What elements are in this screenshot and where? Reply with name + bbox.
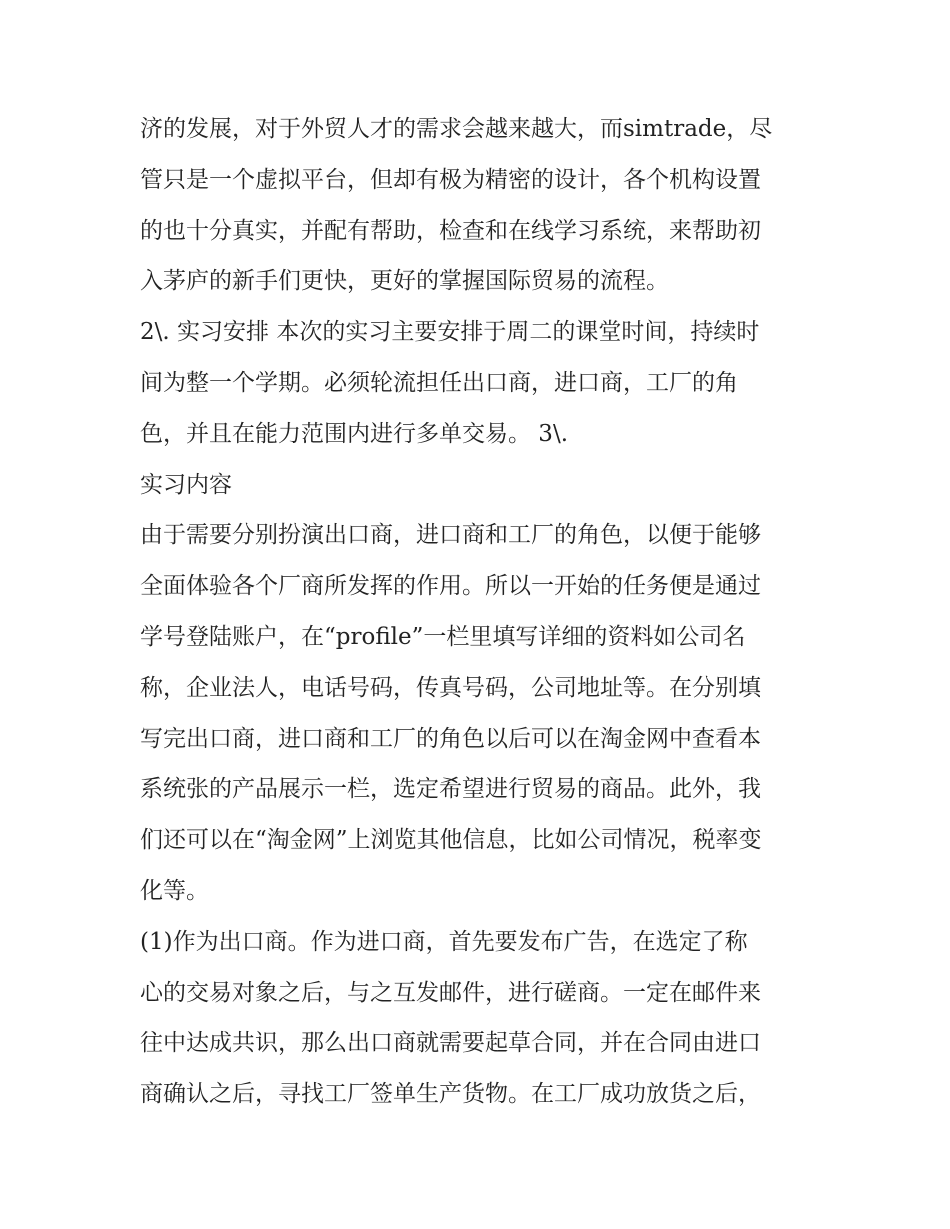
text-line: 2\. 实习安排 本次的实习主要安排于周二的课堂时间，持续时 — [140, 319, 760, 346]
text-line: 称，企业法人，电话号码，传真号码，公司地址等。在分别填 — [140, 674, 761, 701]
text-line: 化等。 — [140, 877, 209, 904]
section-heading: 实习内容 — [140, 471, 232, 498]
text-line: 心的交易对象之后，与之互发邮件，进行磋商。一定在邮件来 — [140, 979, 761, 1006]
text-line: 学号登陆账户，在“profile”一栏里填写详细的资料如公司名 — [140, 623, 746, 650]
text-line: 色，并且在能力范围内进行多单交易。 3\. — [140, 420, 569, 447]
text-line: 系统张的产品展示一栏，选定希望进行贸易的商品。此外，我 — [140, 776, 761, 803]
text-line: 济的发展，对于外贸人才的需求会越来越大，而simtrade，尽 — [140, 116, 773, 142]
text-line: 管只是一个虚拟平台，但却有极为精密的设计，各个机构设置 — [140, 166, 761, 193]
text-line: 商确认之后，寻找工厂签单生产货物。在工厂成功放货之后， — [140, 1081, 761, 1108]
text-line: 写完出口商，进口商和工厂的角色以后可以在淘金网中查看本 — [140, 725, 761, 752]
text-line: 入茅庐的新手们更快，更好的掌握国际贸易的流程。 — [140, 268, 669, 295]
text-line: 们还可以在“淘金网”上浏览其他信息，比如公司情况，税率变 — [140, 827, 762, 854]
text-line: 全面体验各个厂商所发挥的作用。所以一开始的任务便是通过 — [140, 573, 761, 600]
body-text — [140, 104, 820, 1120]
text-line: 往中达成共识，那么出口商就需要起草合同，并在合同由进口 — [140, 1030, 761, 1057]
text-line: 由于需要分别扮演出口商，进口商和工厂的角色，以便于能够 — [140, 522, 761, 549]
text-line: 间为整一个学期。必须轮流担任出口商，进口商，工厂的角 — [140, 369, 738, 396]
text-line: (1)作为出口商。作为进口商，首先要发布广告，在选定了称 — [140, 928, 748, 955]
text-line: 的也十分真实，并配有帮助，检查和在线学习系统，来帮助初 — [140, 217, 761, 244]
